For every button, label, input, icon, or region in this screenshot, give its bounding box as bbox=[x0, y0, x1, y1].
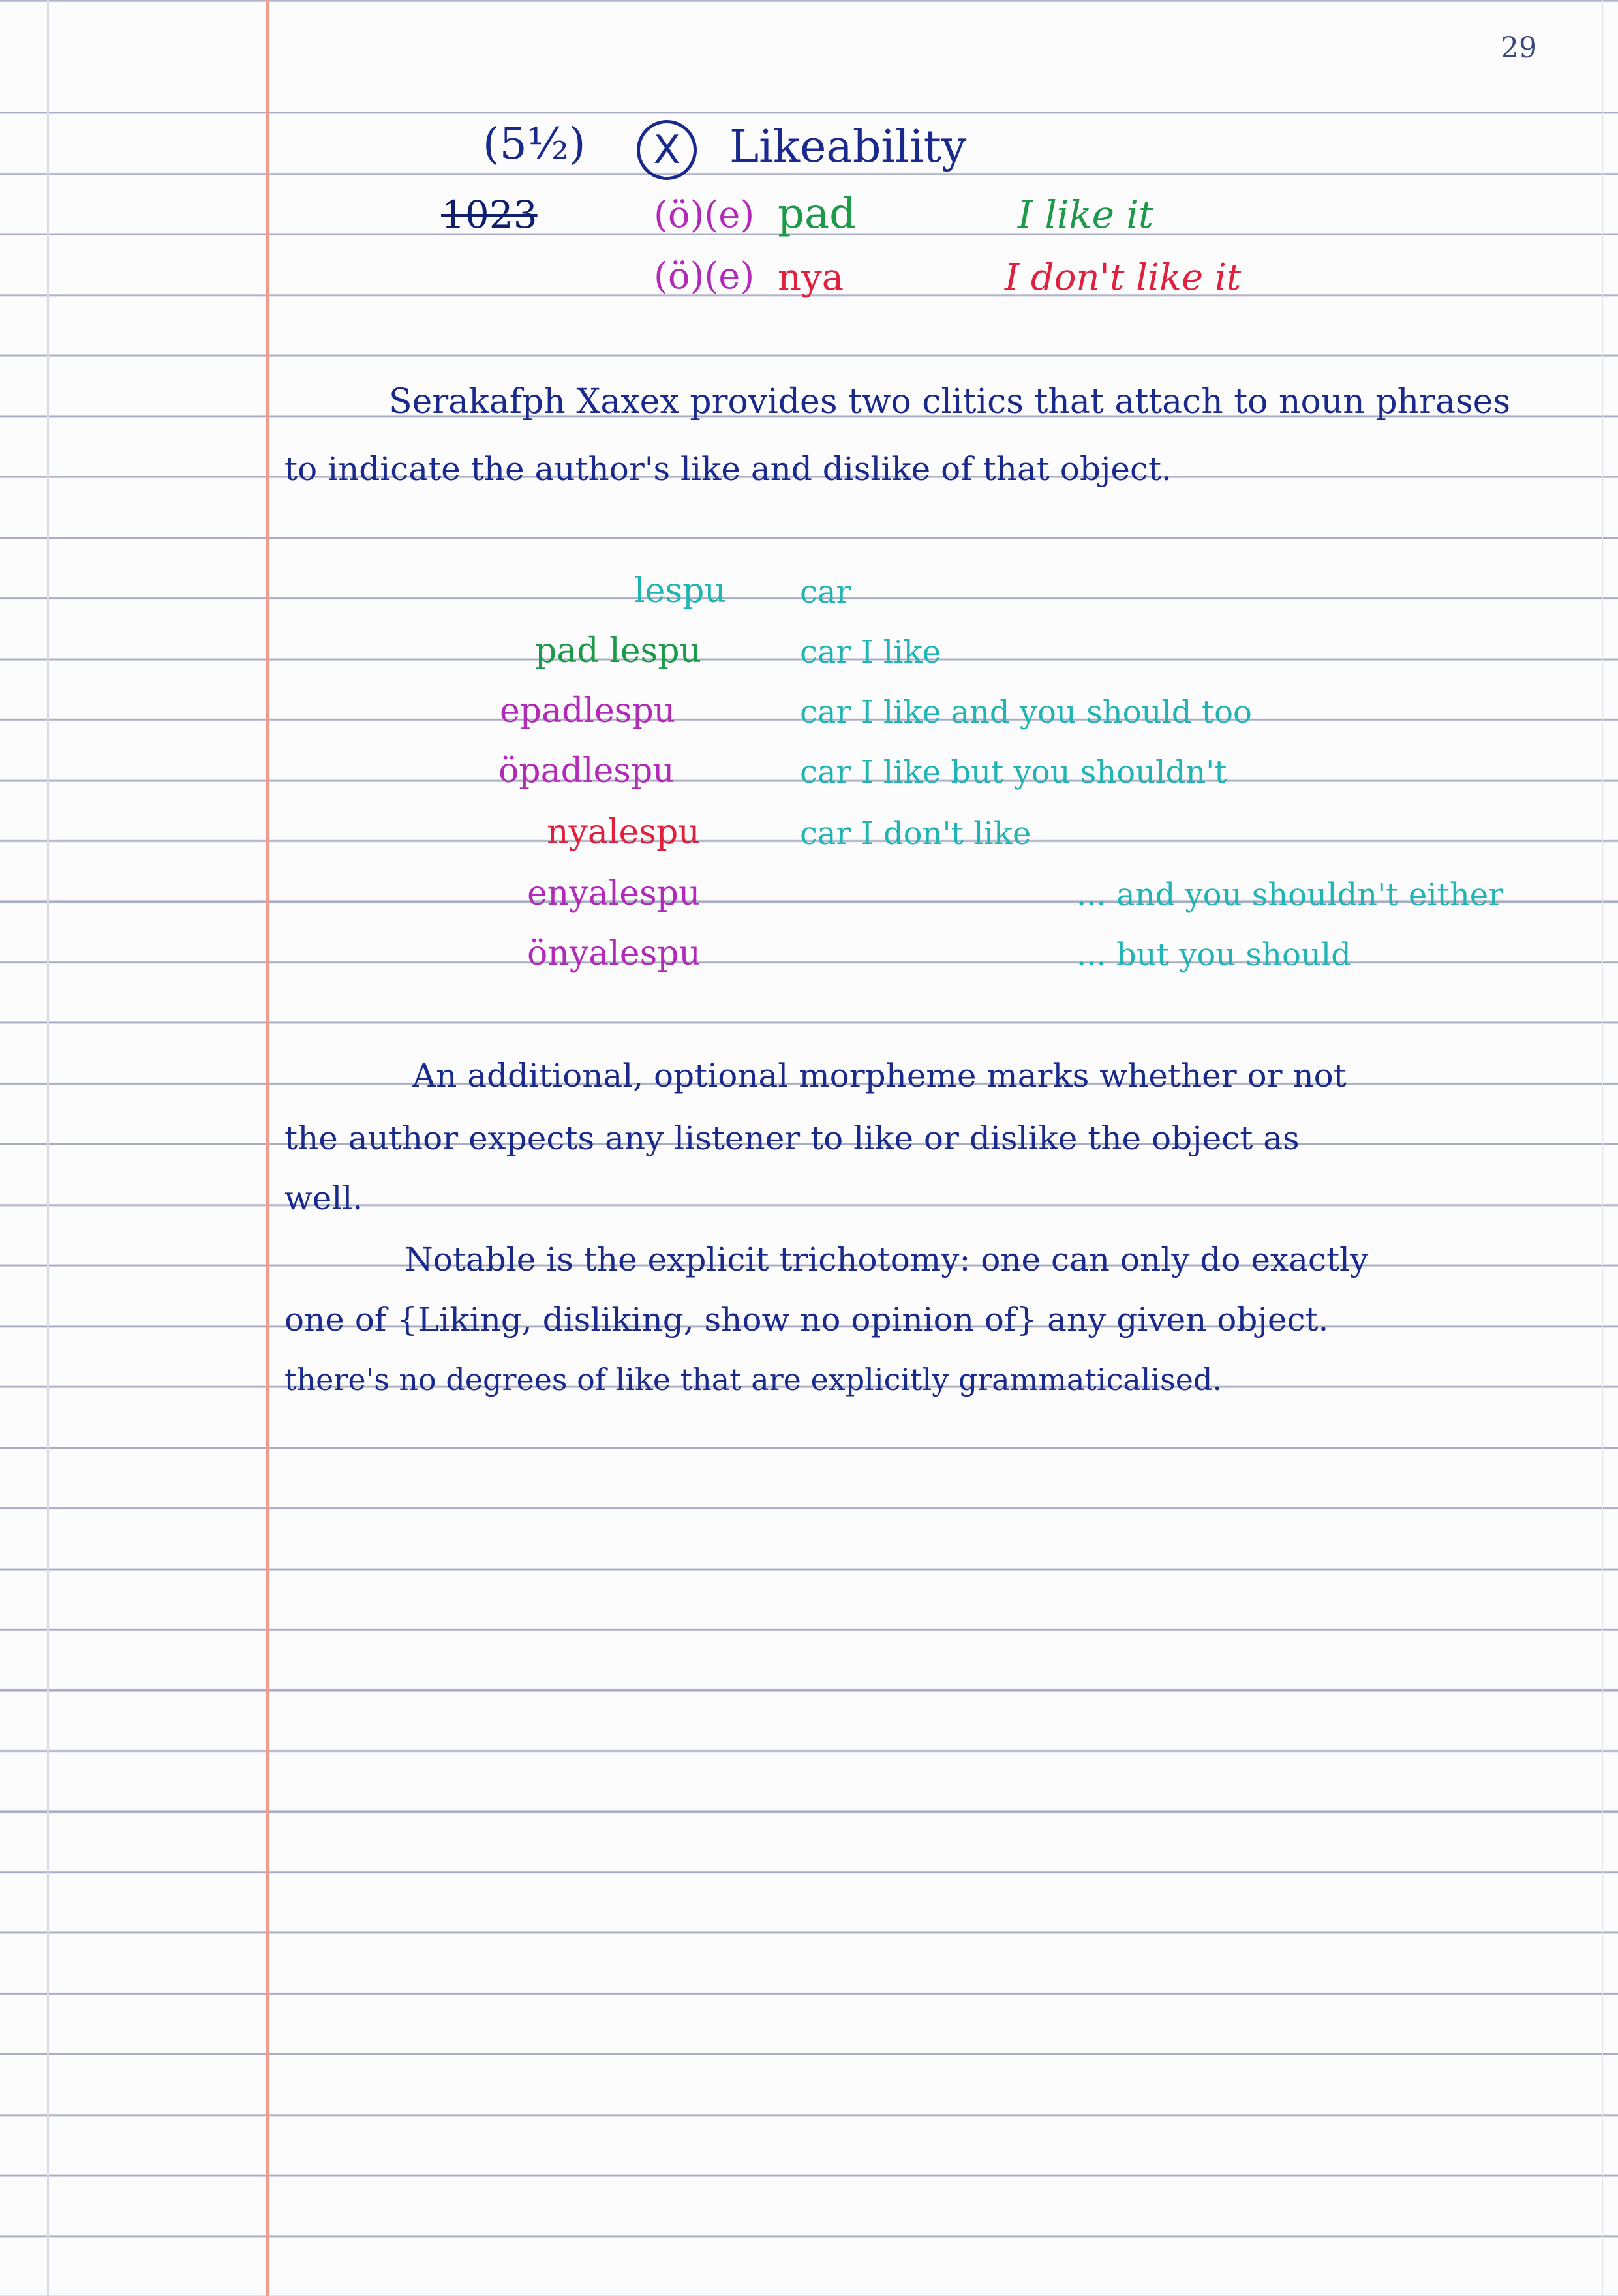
example-gloss: car I don't like bbox=[800, 815, 1031, 852]
clitic-form-nya: nya bbox=[778, 256, 844, 299]
paragraph-3-line-3: there's no degrees of like that are explicitly grammaticalised. bbox=[284, 1362, 1223, 1397]
clitic-prefix-1: (ö)(e) bbox=[654, 194, 755, 236]
paragraph-2-line-1: An additional, optional morpheme marks whether or not bbox=[412, 1057, 1347, 1095]
intro-line-1: Serakafph Xaxex provides two clitics that attach to noun phrases bbox=[389, 382, 1511, 421]
clitic-meaning-pad: I like it bbox=[1018, 192, 1154, 237]
clitic-form-pad: pad bbox=[778, 190, 857, 238]
example-word: önyalespu bbox=[527, 934, 701, 973]
example-gloss: ... and you shouldn't either bbox=[1076, 877, 1504, 913]
example-word: nyalespu bbox=[547, 813, 700, 852]
example-gloss: car I like bbox=[800, 634, 941, 671]
page-number: 29 bbox=[1501, 31, 1537, 65]
margin-line bbox=[266, 0, 269, 2296]
example-gloss: car I like but you shouldn't bbox=[800, 754, 1227, 791]
clitic-prefix-2: (ö)(e) bbox=[654, 255, 755, 297]
page-edge-right bbox=[1602, 0, 1603, 2296]
example-gloss: car bbox=[800, 574, 851, 611]
paragraph-2-line-3: well. bbox=[284, 1179, 363, 1217]
intro-line-2: to indicate the author's like and dislike of that object. bbox=[284, 450, 1172, 488]
example-word: lespu bbox=[634, 571, 726, 611]
example-word: pad lespu bbox=[535, 631, 701, 671]
paragraph-2-line-2: the author expects any listener to like or dislike the object as bbox=[284, 1119, 1300, 1157]
paragraph-3-line-2: one of {Liking, disliking, show no opinion of} any given object. bbox=[284, 1301, 1329, 1338]
example-word: enyalespu bbox=[527, 874, 701, 913]
example-word: epadlespu bbox=[500, 691, 676, 731]
section-code: 1023 bbox=[441, 192, 538, 237]
section-glyph-circled-x: X bbox=[637, 120, 697, 180]
clitic-meaning-nya: I don't like it bbox=[1005, 256, 1242, 299]
example-gloss: ... but you should bbox=[1076, 937, 1351, 973]
paragraph-3-line-1: Notable is the explicit trichotomy: one can only do exactly bbox=[404, 1241, 1369, 1278]
section-number: (5½) bbox=[483, 119, 586, 169]
example-word: öpadlespu bbox=[498, 751, 675, 791]
page-edge bbox=[47, 0, 49, 2296]
example-gloss: car I like and you should too bbox=[800, 694, 1252, 731]
section-title: Likeability bbox=[729, 121, 967, 173]
